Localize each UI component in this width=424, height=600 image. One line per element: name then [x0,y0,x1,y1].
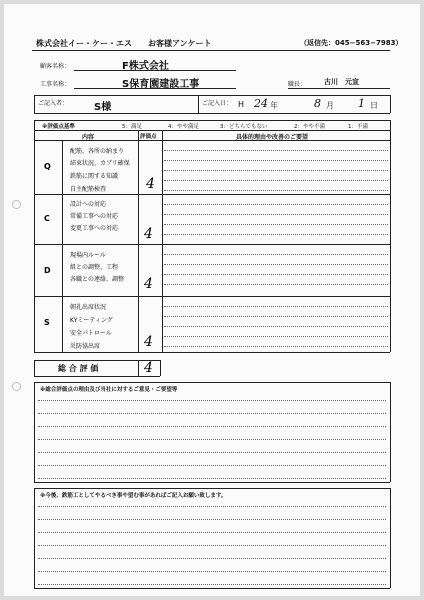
date-year-value: 24 [254,97,268,110]
section-q-letter: Q [44,162,51,171]
writing-line [164,264,388,265]
manager-value: 古川 元宣 [324,78,359,86]
comment2-left [34,488,35,588]
overall-left [34,360,35,376]
writing-line [38,558,386,559]
scale-4: 4：やや満足 [168,124,199,130]
list-item: 配筋、各所の納まり [70,148,125,155]
writing-line [164,316,388,317]
comment1-left [34,382,35,482]
list-item: 鉄筋に関する知識 [70,173,119,180]
section-s-score: 4 [144,334,153,350]
col-letter-line [62,140,63,352]
date-year-unit: 年 [270,101,278,110]
writing-line [38,426,386,427]
scale-5: 5：満足 [122,124,142,130]
box-top [34,95,390,96]
table-right [390,120,391,352]
section-c-letter: C [44,214,50,223]
comment2-heading: ※今後、鉄筋工としてやるべき事や望む事があればご記入お願い致します。 [40,493,227,499]
punch-hole [12,382,21,391]
writing-line [38,439,386,440]
box-right [390,95,391,113]
date-day-value: 1 [358,97,365,110]
overall-score: 4 [144,360,153,376]
writing-line [38,400,386,401]
writing-line [38,584,386,585]
list-item: 朝礼出席状況 [70,304,107,311]
col-score-line [162,130,163,352]
comment1-bottom [34,482,390,483]
section-d-letter: D [44,266,51,275]
scale-2: 2：やや不満 [294,124,325,130]
comment1-heading: ※総合評価点の理由及び当社に対するご意見・ご要望等 [40,387,178,393]
overall-top [34,360,160,361]
comment1-top [34,382,390,383]
list-item: 組との調整、工程 [70,264,119,271]
writing-line [38,478,386,479]
overall-label: 総 合 評 価 [58,364,99,373]
date-label: ご記入日： [202,100,233,107]
writing-line [164,254,388,255]
date-month-unit: 月 [326,101,334,110]
list-item: 自主配筋検査 [70,186,107,193]
writing-line [38,506,386,507]
comment2-bottom [34,588,390,589]
writer-label: ご記入者： [38,100,69,107]
section-q-score: 4 [146,176,155,192]
col-reason: 具体的理由や改善のご要望 [236,134,309,141]
client-underline [74,70,236,71]
section-s-letter: S [44,318,50,327]
client-value: F株式会社 [122,61,169,72]
list-item: KYミーティング [70,317,113,324]
scale-title: ※評価点基準 [42,124,75,130]
writing-line [38,413,386,414]
writing-line [164,346,388,347]
writing-line [164,150,388,151]
manager-underline [288,88,390,89]
writing-line [38,532,386,533]
comment1-right [390,382,391,482]
survey-sheet [4,4,420,596]
scale-1: 1：不満 [348,124,368,130]
date-day-unit: 日 [370,101,378,110]
writing-line [38,452,386,453]
overall-bottom [34,376,160,377]
fax-number: （返信先：045−563−7983） [300,39,403,47]
box-bottom [34,113,390,114]
box-left [34,95,35,113]
section-c-score: 4 [144,226,153,242]
list-item: 常備工事への対応 [70,213,119,220]
row-d-end [34,296,390,297]
writing-line [164,180,388,181]
writing-line [164,336,388,337]
table-top [34,120,390,121]
writing-line [164,214,388,215]
writing-line [164,284,388,285]
box-mid [198,95,199,113]
writing-line [38,571,386,572]
writer-value: S様 [94,102,112,113]
list-item: 災防協出席 [70,343,101,350]
list-item: 変更工事への対応 [70,225,119,232]
row-q-end [34,194,390,195]
punch-hole [12,200,21,209]
writing-line [164,274,388,275]
scale-3: 3：どちらでもない [220,124,268,130]
divider [32,50,390,51]
list-item: 設計への対応 [70,201,107,208]
col-content: 内容 [82,134,95,141]
writing-line [164,190,388,191]
form-title: 株式会社イー・ケー・エス お客様アンケート [36,39,212,48]
project-underline [74,88,236,89]
list-item: 各職との連絡、調整 [70,276,125,283]
project-label: 工事名称： [40,81,71,88]
table-scale-line [34,130,390,131]
list-item: 安全パトロール [70,330,112,337]
col-score: 評価点 [140,134,157,140]
writing-line [164,326,388,327]
project-value: S保育園建設工事 [122,79,200,90]
table-bottom [34,352,390,353]
writing-line [38,545,386,546]
writing-line [38,465,386,466]
comment2-right [390,488,391,588]
overall-right [160,360,161,376]
manager-label: 職長： [288,81,307,88]
writing-line [164,306,388,307]
comment2-top [34,488,390,489]
row-c-end [34,244,390,245]
date-month-value: 8 [314,97,321,110]
writing-line [38,519,386,520]
writing-line [164,224,388,225]
writing-line [164,204,388,205]
client-label: 顧客名称： [40,63,71,70]
date-era: H [238,100,245,109]
writing-line [164,234,388,235]
writing-line [164,160,388,161]
list-item: 現場内ルール [70,252,106,259]
writing-line [164,170,388,171]
table-left [34,120,35,352]
section-d-score: 4 [144,276,153,292]
col-content-line [138,130,139,352]
overall-mid [138,360,139,376]
list-item: 結束状況、カブリ確保 [70,160,130,167]
